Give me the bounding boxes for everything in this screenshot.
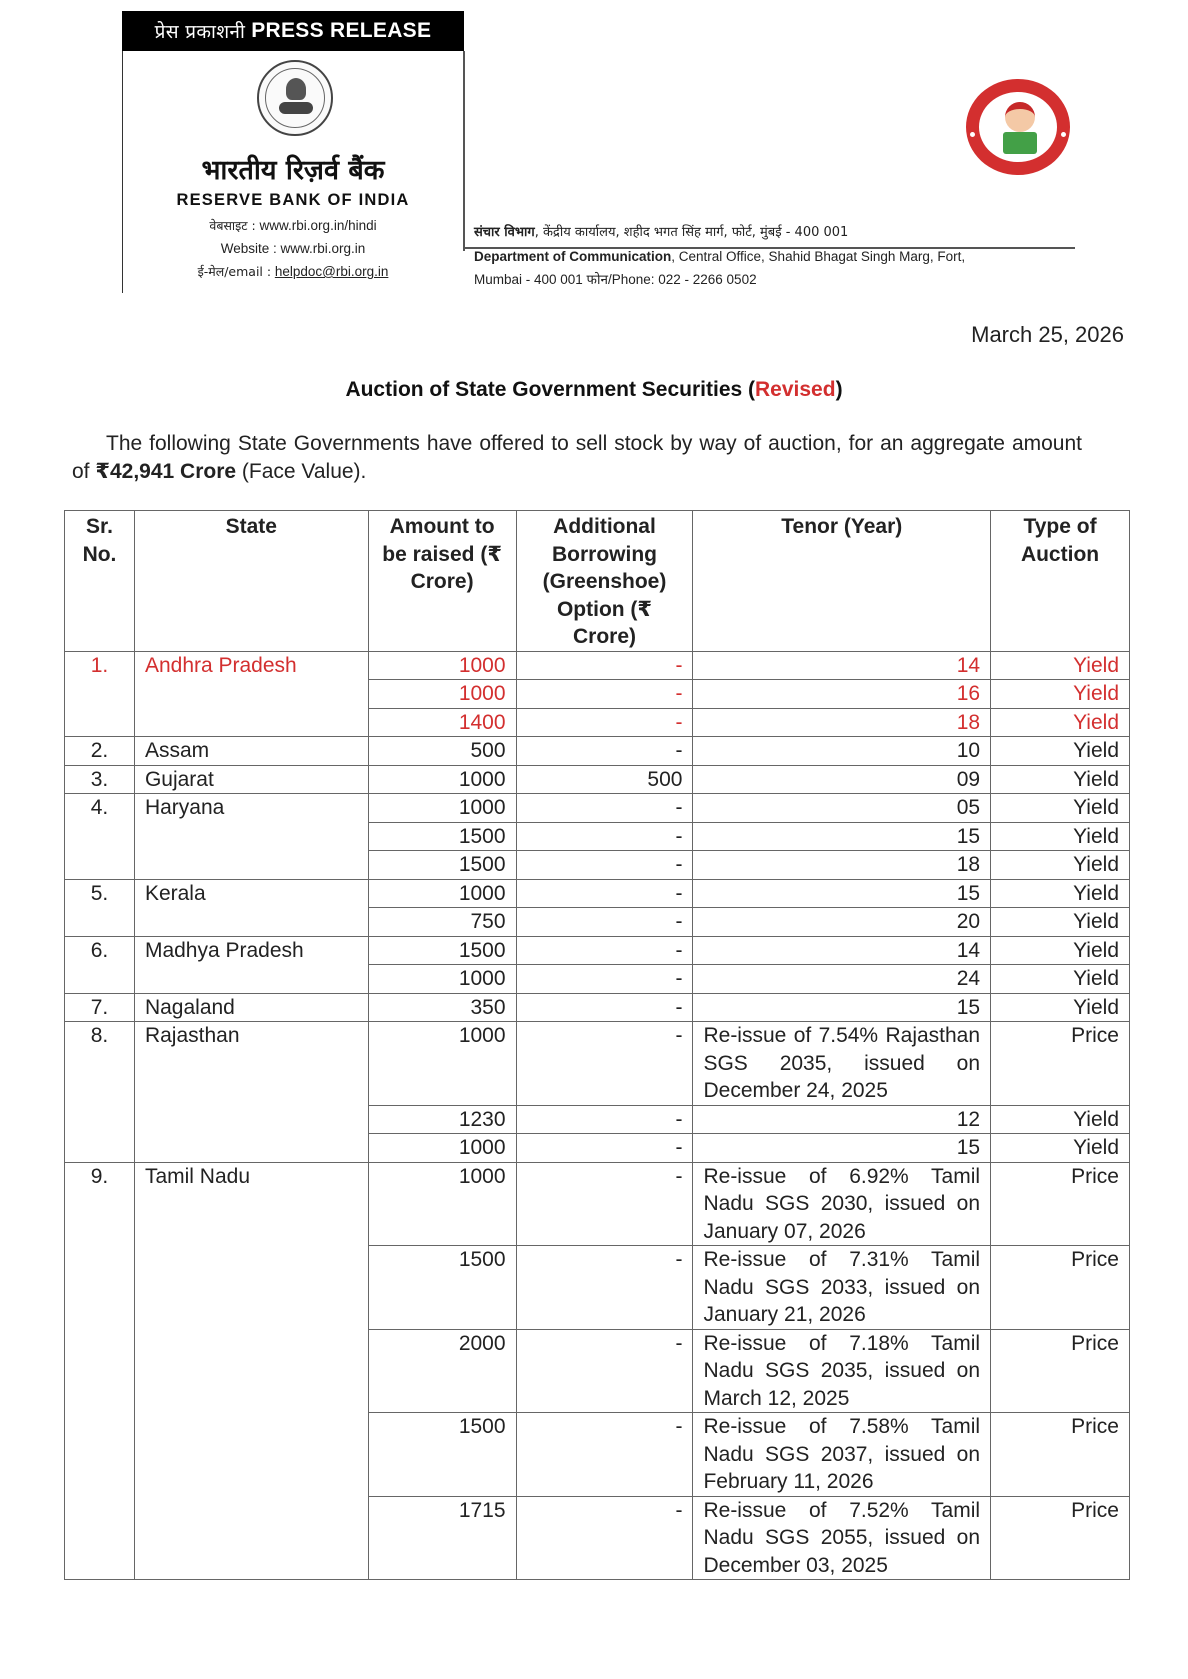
col-state: State (134, 511, 368, 652)
press-release-hindi: प्रेस प्रकाशनी (154, 21, 246, 43)
website-hindi-line (122, 217, 464, 234)
sr-no-cell: 5. (65, 879, 135, 936)
sr-no-cell: 3. (65, 765, 135, 794)
auction-type-cell: Yield (991, 879, 1130, 908)
sr-no-cell: 9. (65, 1162, 135, 1580)
state-name-cell: Haryana (134, 794, 368, 880)
website-hindi-label: वेबसाइट : (209, 218, 256, 233)
additional-cell: - (516, 993, 693, 1022)
auction-type-cell: Price (991, 1162, 1130, 1246)
additional-cell: - (516, 737, 693, 766)
auction-table (64, 510, 1130, 1580)
amount-cell: 1400 (368, 708, 516, 737)
auction-type-cell: Yield (991, 965, 1130, 994)
amount-cell: 1000 (368, 680, 516, 709)
auction-type-cell: Yield (991, 1105, 1130, 1134)
tenor-cell: 14 (693, 651, 991, 680)
col-sr-no: Sr. No. (65, 511, 135, 652)
amount-cell: 1500 (368, 1413, 516, 1497)
dept-hindi-line (474, 222, 848, 240)
auction-type-cell: Yield (991, 993, 1130, 1022)
auction-type-cell: Yield (991, 908, 1130, 937)
additional-cell: - (516, 794, 693, 823)
state-name-cell: Nagaland (134, 993, 368, 1022)
additional-cell: - (516, 822, 693, 851)
additional-cell: - (516, 1022, 693, 1106)
table-row (65, 794, 1130, 823)
tenor-cell: 15 (693, 822, 991, 851)
table-row (65, 993, 1130, 1022)
col-type: Type of Auction (991, 511, 1130, 652)
auction-type-cell: Price (991, 1329, 1130, 1413)
email-label: ई-मेल/email : (197, 264, 272, 279)
table-row (65, 737, 1130, 766)
aggregate-amount: ₹42,941 Crore (95, 460, 237, 483)
table-row (65, 651, 1130, 680)
title-close: ) (835, 378, 843, 401)
amount-cell: 1500 (368, 851, 516, 880)
auction-type-cell: Yield (991, 822, 1130, 851)
website-link[interactable]: www.rbi.org.in (280, 241, 366, 256)
auction-type-cell: Yield (991, 737, 1130, 766)
intro-text: The following State Governments have offered to sell stock by way of auction, for an aggregate amount of (72, 432, 1082, 483)
bank-name-hindi: भारतीय रिज़र्व बैंक (201, 155, 385, 186)
tenor-cell: Re-issue of 7.52% Tamil Nadu SGS 2055, issued on December 03, 2025 (693, 1496, 991, 1580)
additional-cell: - (516, 651, 693, 680)
table-header-row (65, 511, 1130, 652)
additional-cell: - (516, 851, 693, 880)
beti-bachao-logo-icon (966, 79, 1070, 175)
amount-cell: 1000 (368, 1134, 516, 1163)
tenor-cell: Re-issue of 7.31% Tamil Nadu SGS 2033, issued on January 21, 2026 (693, 1246, 991, 1330)
sr-no-cell: 4. (65, 794, 135, 880)
dept-hindi-rest: , केंद्रीय कार्यालय, शहीद भगत सिंह मार्ग, फोर्ट, मुंबई - 400 001 (534, 225, 849, 240)
amount-cell: 1000 (368, 765, 516, 794)
auction-type-cell: Yield (991, 936, 1130, 965)
table-row (65, 765, 1130, 794)
press-release-label: PRESS RELEASE (251, 19, 432, 42)
amount-cell: 1500 (368, 936, 516, 965)
sr-no-cell: 2. (65, 737, 135, 766)
email-line (122, 263, 464, 280)
auction-type-cell: Price (991, 1413, 1130, 1497)
amount-cell: 750 (368, 908, 516, 937)
amount-cell: 1230 (368, 1105, 516, 1134)
state-name-cell: Assam (134, 737, 368, 766)
auction-type-cell: Yield (991, 794, 1130, 823)
table-row (65, 879, 1130, 908)
release-date: March 25, 2026 (971, 322, 1124, 347)
auction-type-cell: Yield (991, 708, 1130, 737)
auction-type-cell: Price (991, 1496, 1130, 1580)
website-label: Website : (220, 241, 277, 256)
tenor-cell: 20 (693, 908, 991, 937)
tenor-cell: Re-issue of 7.18% Tamil Nadu SGS 2035, issued on March 12, 2025 (693, 1329, 991, 1413)
state-name-cell: Tamil Nadu (134, 1162, 368, 1580)
sr-no-cell: 1. (65, 651, 135, 737)
additional-cell: - (516, 1329, 693, 1413)
additional-cell: - (516, 1413, 693, 1497)
additional-cell: 500 (516, 765, 693, 794)
state-name-cell: Kerala (134, 879, 368, 936)
dept-rest: , Central Office, Shahid Bhagat Singh Marg, Fort, (671, 249, 966, 264)
table-row (65, 936, 1130, 965)
table-row (65, 1022, 1130, 1106)
tenor-cell: Re-issue of 7.58% Tamil Nadu SGS 2037, issued on February 11, 2026 (693, 1413, 991, 1497)
tenor-cell: 15 (693, 993, 991, 1022)
auction-type-cell: Yield (991, 765, 1130, 794)
additional-cell: - (516, 936, 693, 965)
state-name-cell: Madhya Pradesh (134, 936, 368, 993)
website-hindi-link[interactable]: www.rbi.org.in/hindi (259, 218, 377, 233)
amount-cell: 1715 (368, 1496, 516, 1580)
title-text: Auction of State Government Securities ( (345, 378, 756, 401)
amount-cell: 1000 (368, 879, 516, 908)
tenor-cell: 14 (693, 936, 991, 965)
sr-no-cell: 8. (65, 1022, 135, 1163)
tenor-cell: 18 (693, 851, 991, 880)
amount-cell: 1500 (368, 1246, 516, 1330)
amount-cell: 500 (368, 737, 516, 766)
tenor-cell: 18 (693, 708, 991, 737)
additional-cell: - (516, 680, 693, 709)
tenor-cell: 12 (693, 1105, 991, 1134)
auction-type-cell: Price (991, 1022, 1130, 1106)
auction-type-cell: Price (991, 1246, 1130, 1330)
bank-name: RESERVE BANK OF INDIA (176, 191, 410, 209)
tenor-cell: 16 (693, 680, 991, 709)
website-line (122, 241, 464, 256)
additional-cell: - (516, 1162, 693, 1246)
state-name-cell: Gujarat (134, 765, 368, 794)
intro-text-end: (Face Value). (236, 460, 367, 483)
amount-cell: 1000 (368, 651, 516, 680)
dept-hindi-bold: संचार विभाग (474, 225, 535, 240)
tenor-cell: 15 (693, 1134, 991, 1163)
sr-no-cell: 7. (65, 993, 135, 1022)
sr-no-cell: 6. (65, 936, 135, 993)
page-title (0, 378, 1188, 402)
amount-cell: 350 (368, 993, 516, 1022)
tenor-cell: 15 (693, 879, 991, 908)
dept-bold: Department of Communication (474, 249, 672, 264)
additional-cell: - (516, 708, 693, 737)
dept-english-line (474, 249, 965, 264)
amount-cell: 1000 (368, 794, 516, 823)
col-amount: Amount to be raised (₹ Crore) (368, 511, 516, 652)
tenor-cell: 09 (693, 765, 991, 794)
auction-type-cell: Yield (991, 851, 1130, 880)
tenor-cell: Re-issue of 6.92% Tamil Nadu SGS 2030, issued on January 07, 2026 (693, 1162, 991, 1246)
auction-type-cell: Yield (991, 680, 1130, 709)
amount-cell: 1000 (368, 1162, 516, 1246)
auction-type-cell: Yield (991, 1134, 1130, 1163)
additional-cell: - (516, 908, 693, 937)
tenor-cell: 10 (693, 737, 991, 766)
tenor-cell: Re-issue of 7.54% Rajasthan SGS 2035, issued on December 24, 2025 (693, 1022, 991, 1106)
amount-cell: 2000 (368, 1329, 516, 1413)
state-name-cell: Andhra Pradesh (134, 651, 368, 737)
email-link[interactable]: helpdoc@rbi.org.in (274, 264, 389, 279)
additional-cell: - (516, 965, 693, 994)
table-row (65, 1162, 1130, 1246)
rbi-seal-icon (257, 60, 333, 136)
dept-address-line: Mumbai - 400 001 फोन/Phone: 022 - 2266 0502 (474, 272, 757, 287)
intro-paragraph (72, 430, 1082, 486)
amount-cell: 1500 (368, 822, 516, 851)
revised-badge: Revised (755, 378, 836, 401)
additional-cell: - (516, 1246, 693, 1330)
auction-type-cell: Yield (991, 651, 1130, 680)
additional-cell: - (516, 879, 693, 908)
additional-cell: - (516, 1105, 693, 1134)
tenor-cell: 24 (693, 965, 991, 994)
tenor-cell: 05 (693, 794, 991, 823)
amount-cell: 1000 (368, 965, 516, 994)
additional-cell: - (516, 1496, 693, 1580)
col-additional: Additional Borrowing (Greenshoe) Option (₹ Crore) (516, 511, 693, 652)
additional-cell: - (516, 1134, 693, 1163)
col-tenor: Tenor (Year) (693, 511, 991, 652)
state-name-cell: Rajasthan (134, 1022, 368, 1163)
press-release-banner (122, 11, 464, 51)
amount-cell: 1000 (368, 1022, 516, 1106)
